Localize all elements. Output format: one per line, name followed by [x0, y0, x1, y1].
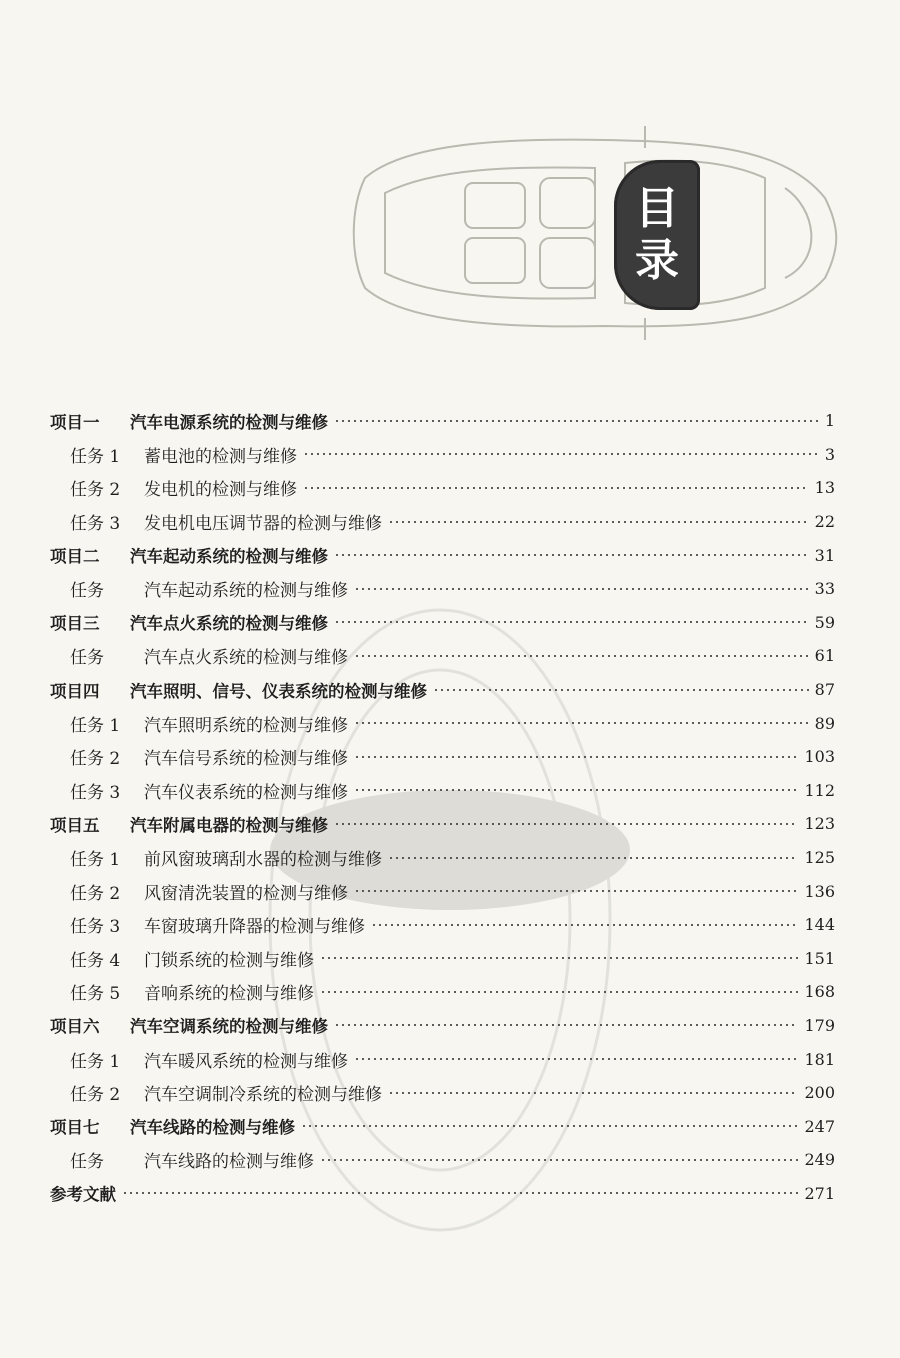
toc-heading-badge: [614, 160, 700, 310]
toc-task-entry[interactable]: [50, 639, 835, 673]
toc-leader-dots: [354, 721, 809, 725]
toc-page-number: 247: [804, 1116, 835, 1136]
toc-entry-number: 参考文献: [50, 1185, 116, 1205]
toc-entry-number: 项目一: [50, 412, 100, 432]
toc-page-number: 31: [814, 545, 835, 565]
toc-entry-number: 任务 2: [70, 749, 121, 770]
toc-entry-number: 任务 2: [70, 883, 121, 904]
toc-entry-title: 汽车线路的检测与维修: [144, 1152, 314, 1173]
toc-leader-dots: [354, 889, 798, 893]
toc-task-entry[interactable]: [50, 874, 835, 908]
toc-page-number: 181: [804, 1049, 835, 1069]
toc-entry-title: 汽车空调系统的检测与维修: [130, 1017, 328, 1037]
toc-entry-number: 项目五: [50, 815, 100, 835]
toc-entry-number: 项目四: [50, 681, 100, 701]
toc-entry-number: 项目二: [50, 547, 100, 567]
toc-leader-dots: [334, 822, 798, 826]
toc-entry-title: 汽车电源系统的检测与维修: [130, 412, 328, 432]
toc-project-entry[interactable]: [50, 404, 835, 438]
toc-page-number: 249: [804, 1150, 835, 1170]
toc-leader-dots: [320, 990, 798, 994]
toc-leader-dots: [433, 688, 809, 692]
toc-leader-dots: [354, 654, 809, 658]
toc-page-number: 61: [814, 646, 835, 666]
toc-leader-dots: [301, 1124, 798, 1128]
toc-task-entry[interactable]: [50, 1143, 835, 1177]
toc-entry-title: 汽车照明、信号、仪表系统的检测与维修: [130, 681, 427, 701]
toc-leader-dots: [334, 620, 809, 624]
toc-entry-title: 汽车照明系统的检测与维修: [144, 715, 348, 736]
toc-page-number: 59: [814, 612, 835, 632]
toc-task-entry[interactable]: [50, 438, 835, 472]
toc-entry-number: 任务 2: [70, 1085, 121, 1106]
toc-entry-title: 车窗玻璃升降器的检测与维修: [144, 917, 365, 938]
toc-leader-dots: [388, 1091, 798, 1095]
toc-page-number: 1: [824, 411, 835, 431]
toc-project-entry[interactable]: [50, 606, 835, 640]
toc-entry-title: 汽车点火系统的检测与维修: [130, 614, 328, 634]
toc-entry-title: 前风窗玻璃刮水器的检测与维修: [144, 850, 382, 871]
toc-page-number: 151: [804, 948, 835, 968]
toc-project-entry[interactable]: [50, 807, 835, 841]
toc-leader-dots: [334, 1023, 798, 1027]
toc-page-number: 200: [804, 1083, 835, 1103]
toc-leader-dots: [354, 788, 798, 792]
toc-entry-title: 汽车暖风系统的检测与维修: [144, 1051, 348, 1072]
toc-entry-number: 任务: [70, 1152, 104, 1173]
toc-leader-dots: [388, 856, 798, 860]
toc-entry-number: 任务: [70, 648, 104, 669]
toc-entry-title: 发电机电压调节器的检测与维修: [144, 514, 382, 535]
toc-entry-number: 任务 2: [70, 480, 121, 501]
toc-task-entry[interactable]: [50, 774, 835, 808]
toc-page-number: 136: [804, 881, 835, 901]
toc-entry-title: 汽车起动系统的检测与维修: [144, 581, 348, 602]
toc-entry-number: 任务: [70, 581, 104, 602]
toc-entry-title: 汽车线路的检测与维修: [130, 1118, 295, 1138]
toc-page-number: 89: [814, 713, 835, 733]
toc-task-entry[interactable]: [50, 942, 835, 976]
toc-leader-dots: [354, 1057, 798, 1061]
toc-task-entry[interactable]: [50, 908, 835, 942]
toc-task-entry[interactable]: [50, 572, 835, 606]
toc-task-entry[interactable]: [50, 1042, 835, 1076]
toc-entry-title: 蓄电池的检测与维修: [144, 446, 297, 467]
toc-entry-number: 任务 5: [70, 984, 121, 1005]
toc-entry-number: 任务 1: [70, 1051, 121, 1072]
table-of-contents: [50, 404, 835, 1210]
toc-leader-dots: [371, 923, 798, 927]
toc-entry-number: 项目三: [50, 614, 100, 634]
toc-entry-number: 任务 3: [70, 782, 121, 803]
toc-entry-number: 任务 3: [70, 514, 121, 535]
toc-page-number: 271: [804, 1183, 835, 1203]
toc-entry-title: 汽车信号系统的检测与维修: [144, 749, 348, 770]
toc-leader-dots: [320, 956, 798, 960]
toc-task-entry[interactable]: [50, 975, 835, 1009]
toc-page-number: 123: [804, 814, 835, 834]
toc-task-entry[interactable]: [50, 1076, 835, 1110]
toc-project-entry[interactable]: [50, 538, 835, 572]
toc-task-entry[interactable]: [50, 740, 835, 774]
toc-leader-dots: [334, 419, 819, 423]
toc-entry-title: 汽车点火系统的检测与维修: [144, 648, 348, 669]
toc-page-number: 144: [804, 915, 835, 935]
toc-task-entry[interactable]: [50, 471, 835, 505]
toc-entry-number: 任务 4: [70, 950, 121, 971]
toc-project-entry[interactable]: [50, 1009, 835, 1043]
toc-page-number: 125: [804, 848, 835, 868]
toc-entry-title: 门锁系统的检测与维修: [144, 950, 314, 971]
car-outline-illustration: [345, 118, 845, 348]
toc-page-number: 3: [824, 444, 835, 464]
toc-entry-title: 发电机的检测与维修: [144, 480, 297, 501]
toc-leader-dots: [354, 587, 809, 591]
toc-project-entry[interactable]: [50, 1109, 835, 1143]
toc-leader-dots: [303, 486, 809, 490]
toc-page-number: 33: [814, 579, 835, 599]
toc-entry-title: 汽车起动系统的检测与维修: [130, 547, 328, 567]
toc-entry-number: 任务 1: [70, 446, 121, 467]
toc-entry-number: 项目六: [50, 1017, 100, 1037]
toc-leader-dots: [122, 1191, 798, 1195]
toc-entry-number: 任务 1: [70, 850, 121, 871]
toc-leader-dots: [388, 520, 809, 524]
toc-heading-char-2: 录: [635, 235, 679, 286]
toc-leader-dots: [303, 452, 819, 456]
toc-entry-title: 汽车附属电器的检测与维修: [130, 815, 328, 835]
toc-page-number: 168: [804, 982, 835, 1002]
toc-page-number: 22: [814, 512, 835, 532]
toc-project-entry[interactable]: [50, 1177, 835, 1211]
toc-page-number: 112: [804, 780, 835, 800]
toc-page-number: 13: [814, 478, 835, 498]
toc-page-number: 179: [804, 1015, 835, 1035]
toc-entry-number: 项目七: [50, 1118, 100, 1138]
toc-leader-dots: [320, 1158, 798, 1162]
toc-project-entry[interactable]: [50, 673, 835, 707]
toc-entry-title: 汽车空调制冷系统的检测与维修: [144, 1085, 382, 1106]
toc-entry-number: 任务 3: [70, 917, 121, 938]
toc-task-entry[interactable]: [50, 841, 835, 875]
toc-page-number: 103: [804, 747, 835, 767]
toc-task-entry[interactable]: [50, 505, 835, 539]
toc-entry-number: 任务 1: [70, 715, 121, 736]
toc-entry-title: 汽车仪表系统的检测与维修: [144, 782, 348, 803]
toc-leader-dots: [334, 553, 809, 557]
toc-page-number: 87: [814, 680, 835, 700]
toc-entry-title: 音响系统的检测与维修: [144, 984, 314, 1005]
toc-heading-char-1: 目: [635, 183, 679, 234]
toc-leader-dots: [354, 755, 798, 759]
toc-entry-title: 风窗清洗装置的检测与维修: [144, 883, 348, 904]
toc-task-entry[interactable]: [50, 706, 835, 740]
